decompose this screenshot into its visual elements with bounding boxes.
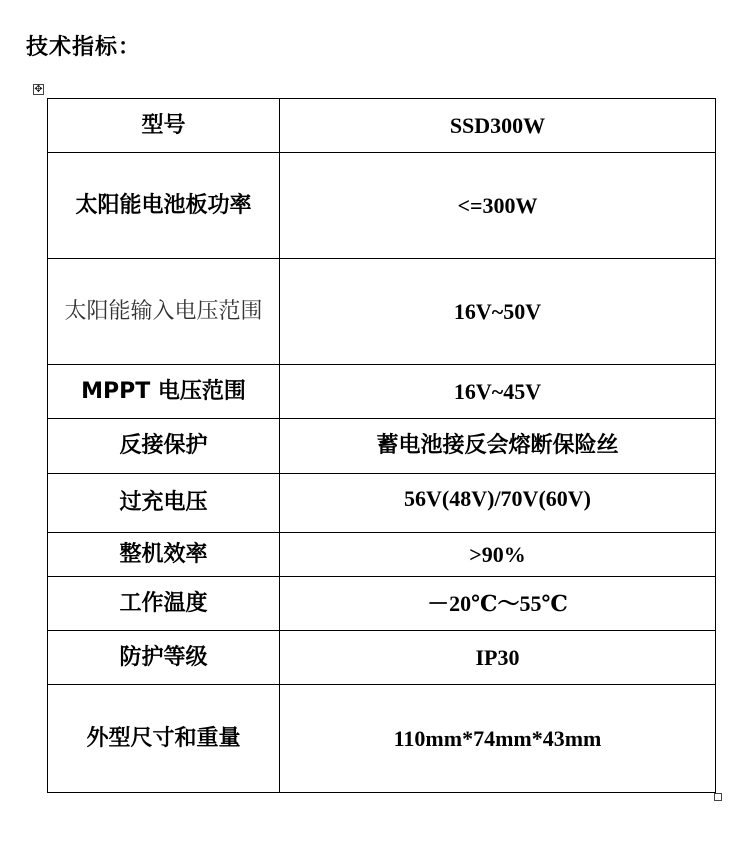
spec-value-operating-temp: －20℃～55℃ <box>280 577 716 631</box>
table-move-handle-icon[interactable]: ✥ <box>34 84 43 95</box>
spec-value-efficiency: >90% <box>280 533 716 577</box>
spec-label-mppt-range: MPPT 电压范围 <box>48 365 280 419</box>
spec-value-reverse-protection: 蓄电池接反会熔断保险丝 <box>280 419 716 474</box>
spec-label-reverse-protection: 反接保护 <box>48 419 280 474</box>
spec-label-overcharge-voltage: 过充电压 <box>48 474 280 533</box>
spec-label-model: 型号 <box>48 99 280 153</box>
table-row <box>48 153 716 259</box>
table-row <box>48 99 716 153</box>
spec-label-panel-power: 太阳能电池板功率 <box>48 153 280 259</box>
spec-label-efficiency: 整机效率 <box>48 533 280 577</box>
spec-value-protection-rating: IP30 <box>280 631 716 685</box>
section-heading: 技术指标： <box>26 35 142 60</box>
table-row <box>48 577 716 631</box>
spec-label-input-voltage: 太阳能输入电压范围 <box>48 259 280 365</box>
spec-label-operating-temp: 工作温度 <box>48 577 280 631</box>
spec-label-dimensions-weight: 外型尺寸和重量 <box>48 685 280 793</box>
table-row <box>48 419 716 474</box>
table-row <box>48 685 716 793</box>
table-row <box>48 631 716 685</box>
spec-value-input-voltage: 16V~50V <box>280 259 716 365</box>
table-row <box>48 365 716 419</box>
table-resize-handle[interactable] <box>714 793 722 801</box>
table-row <box>48 533 716 577</box>
spec-table <box>47 98 716 793</box>
spec-value-panel-power: <=300W <box>280 153 716 259</box>
spec-value-mppt-range: 16V~45V <box>280 365 716 419</box>
spec-value-dimensions-weight: 110mm*74mm*43mm <box>280 685 716 793</box>
table-row <box>48 259 716 365</box>
spec-value-overcharge-voltage: 56V(48V)/70V(60V) <box>280 474 716 533</box>
spec-label-protection-rating: 防护等级 <box>48 631 280 685</box>
table-row <box>48 474 716 533</box>
spec-value-model: SSD300W <box>280 99 716 153</box>
